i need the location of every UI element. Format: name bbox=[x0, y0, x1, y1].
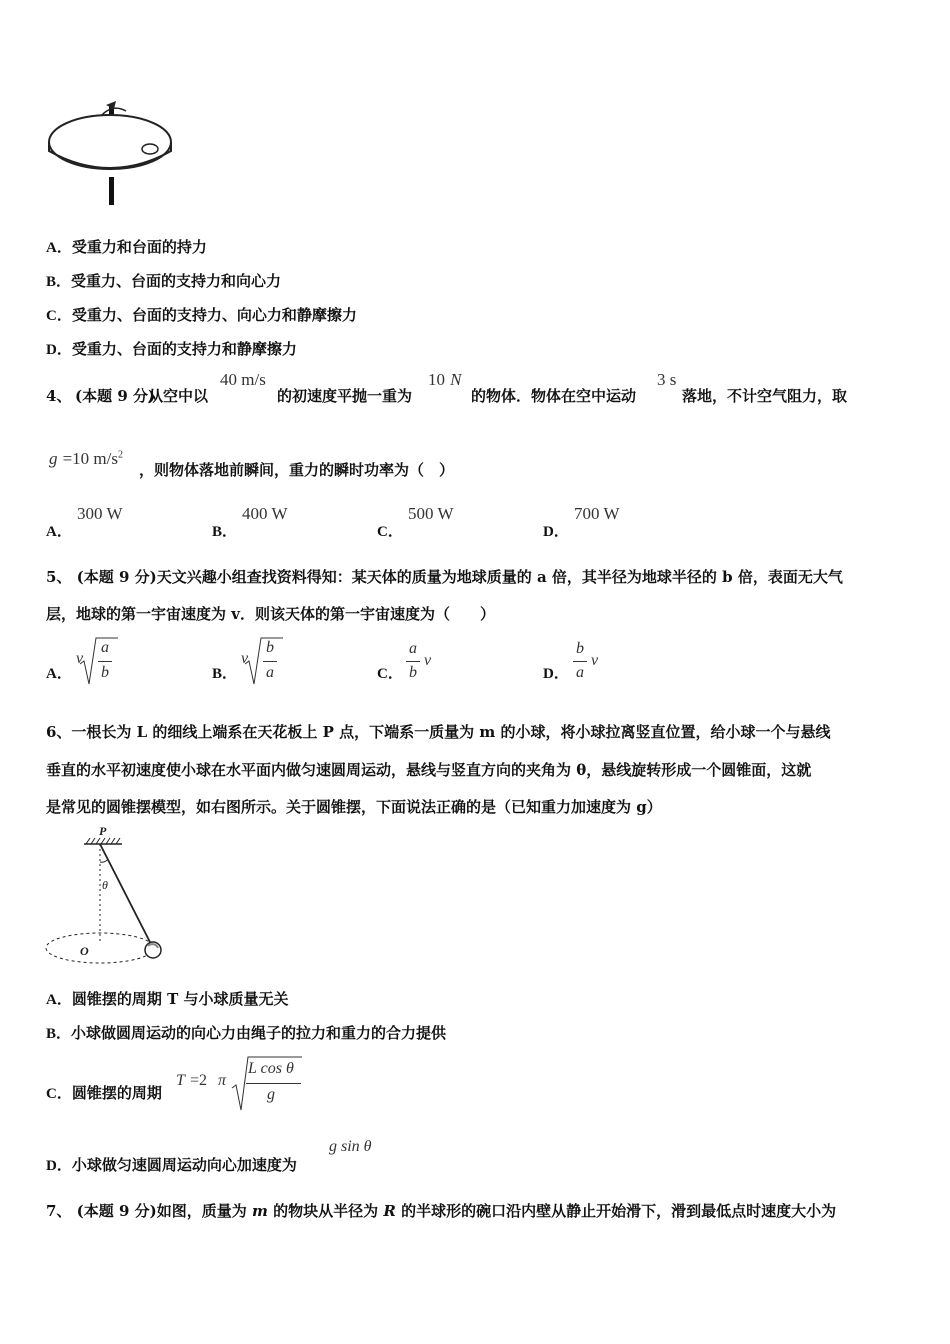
q5-option-b-label: B． bbox=[212, 666, 238, 682]
q4-weight-unit: N bbox=[450, 370, 462, 389]
theta-label: θ bbox=[102, 878, 108, 892]
q5-line-1: 5、 (本题 9 分)天文兴趣小组查找资料得知：某天体的质量为地球质量的 a 倍，其半径为地球半径的 b 倍，表面无大气 bbox=[46, 568, 843, 586]
q4-math-time: 3 s bbox=[657, 370, 677, 389]
option-text: 圆锥摆的周期 T 与小球质量无关 bbox=[71, 990, 289, 1008]
q6-line-1: 6、一根长为 L 的细线上端系在天花板上 P 点，下端系一质量为 m 的小球，将小球拉离竖直位置，给小球一个与悬线 bbox=[46, 723, 831, 741]
option-text: 圆锥摆的周期 bbox=[71, 1084, 162, 1102]
point-p-label: P bbox=[99, 824, 107, 838]
option-text: 受重力和台面的持力 bbox=[71, 238, 207, 256]
q5-a-num: a bbox=[101, 639, 109, 656]
q6-c-num: L cos θ bbox=[248, 1060, 294, 1077]
q6-option-d-formula: g sin θ bbox=[329, 1138, 372, 1155]
fraction-bar bbox=[98, 661, 112, 662]
q5-d-den: a bbox=[576, 664, 584, 681]
q4-score: (本题 9 分) bbox=[75, 387, 156, 405]
q7-score: (本题 9 分) bbox=[76, 1202, 157, 1220]
option-label: A． bbox=[46, 240, 72, 256]
q5-option-b-formula bbox=[241, 636, 285, 692]
q5-c-num: a bbox=[409, 640, 417, 657]
q4-option-a-label: A． bbox=[46, 524, 72, 540]
q5-option-c-formula bbox=[406, 640, 442, 690]
point-o-label: O bbox=[80, 944, 89, 958]
option-label: C． bbox=[46, 308, 72, 324]
q5-b-v: v bbox=[241, 650, 249, 667]
q7-mass-symbol: m bbox=[252, 1202, 268, 1220]
q7-radius-symbol: R bbox=[383, 1202, 396, 1220]
q4-number: 4、 bbox=[46, 387, 72, 405]
fraction-bar bbox=[263, 661, 277, 662]
q4-gravity-formula bbox=[49, 449, 123, 469]
q3-option-a bbox=[46, 236, 207, 257]
q6-option-d bbox=[46, 1154, 297, 1175]
option-label: A． bbox=[46, 992, 72, 1008]
q6-line-3: 是常见的圆锥摆模型，如右图所示。关于圆锥摆，下面说法正确的是（已知重力加速度为 g） bbox=[46, 798, 662, 816]
q4-g-symbol: g bbox=[49, 449, 58, 468]
q3-option-c bbox=[46, 304, 357, 325]
option-label: D． bbox=[46, 342, 72, 358]
q4-text-2: 的初速度平抛一重为 bbox=[277, 387, 413, 405]
conical-pendulum-figure bbox=[42, 822, 172, 970]
q4-math-velocity: 40 m/s bbox=[220, 370, 266, 389]
q4-text-1: 从空中以 bbox=[148, 387, 209, 405]
q5-d-num: b bbox=[576, 640, 584, 657]
q5-c-v: v bbox=[424, 652, 432, 669]
q6-c-eq: =2 bbox=[190, 1072, 208, 1089]
option-label: B． bbox=[46, 1026, 72, 1042]
q5-option-d-label: D． bbox=[543, 666, 569, 682]
q5-option-a-label: A． bbox=[46, 666, 72, 682]
q4-text-3: 的物体．物体在空中运动 bbox=[471, 387, 637, 405]
q4-text-5: ，则物体落地前瞬间，重力的瞬时功率为（ ） bbox=[139, 461, 455, 479]
q5-c-den: b bbox=[409, 664, 417, 681]
fraction-bar bbox=[406, 661, 420, 662]
q5-option-a-formula bbox=[76, 636, 120, 692]
q4-option-c-value: 500 W bbox=[408, 504, 454, 523]
q4-g-exponent: 2 bbox=[118, 449, 123, 461]
q7-number: 7、 bbox=[46, 1202, 72, 1220]
q7-text-1: 如图，质量为 bbox=[156, 1202, 247, 1220]
q7-text-3: 的半球形的碗口沿内壁从静止开始滑下，滑到最低点时速度大小为 bbox=[401, 1202, 837, 1220]
q5-b-den: a bbox=[266, 664, 274, 681]
q6-option-a bbox=[46, 988, 288, 1009]
option-text: 受重力、台面的支持力和向心力 bbox=[71, 272, 282, 290]
option-text: 小球做圆周运动的向心力由绳子的拉力和重力的合力提供 bbox=[71, 1024, 447, 1042]
q5-a-den: b bbox=[101, 664, 109, 681]
option-label: B． bbox=[46, 274, 72, 290]
q4-option-b-value: 400 W bbox=[242, 504, 288, 523]
option-label: C． bbox=[46, 1086, 72, 1102]
fraction-bar bbox=[246, 1083, 301, 1084]
option-text: 受重力、台面的支持力和静摩擦力 bbox=[71, 340, 297, 358]
fraction-bar bbox=[573, 661, 587, 662]
q5-line-2: 层，地球的第一宇宙速度为 v．则该天体的第一宇宙速度为（ ） bbox=[46, 605, 495, 623]
q7-text-2: 的物块从半径为 bbox=[273, 1202, 379, 1220]
option-text: 小球做匀速圆周运动向心加速度为 bbox=[71, 1156, 297, 1174]
q6-line-2: 垂直的水平初速度使小球在水平面内做匀速圆周运动，悬线与竖直方向的夹角为 θ，悬线旋转形成一个圆锥面，这就 bbox=[46, 761, 812, 779]
q5-d-v: v bbox=[591, 652, 599, 669]
q3-option-d bbox=[46, 338, 297, 359]
rotating-disk-figure bbox=[40, 95, 180, 207]
q6-option-b bbox=[46, 1022, 446, 1043]
q4-option-d-label: D． bbox=[543, 524, 569, 540]
q4-weight-value: 10 bbox=[428, 370, 445, 389]
q6-c-den: g bbox=[267, 1086, 275, 1103]
q5-b-num: b bbox=[266, 639, 274, 656]
q4-option-d-value: 700 W bbox=[574, 504, 620, 523]
q6-option-c bbox=[46, 1082, 162, 1103]
q4-g-value: =10 m/s bbox=[62, 449, 118, 468]
q4-text-4: 落地，不计空气阻力，取 bbox=[682, 387, 848, 405]
q5-option-d-formula bbox=[573, 640, 609, 690]
option-text: 受重力、台面的支持力、向心力和静摩擦力 bbox=[71, 306, 357, 324]
q6-c-T: T bbox=[176, 1072, 185, 1089]
option-label: D． bbox=[46, 1158, 72, 1174]
q5-option-c-label: C． bbox=[377, 666, 403, 682]
q4-option-a-value: 300 W bbox=[77, 504, 123, 523]
q6-option-c-formula bbox=[176, 1054, 306, 1114]
q7-line bbox=[46, 1200, 836, 1221]
q6-c-pi: π bbox=[218, 1072, 227, 1089]
q3-option-b bbox=[46, 270, 281, 291]
q4-math-weight bbox=[428, 370, 461, 390]
q4-option-c-label: C． bbox=[377, 524, 403, 540]
q4-option-b-label: B． bbox=[212, 524, 238, 540]
q5-a-v: v bbox=[76, 650, 84, 667]
